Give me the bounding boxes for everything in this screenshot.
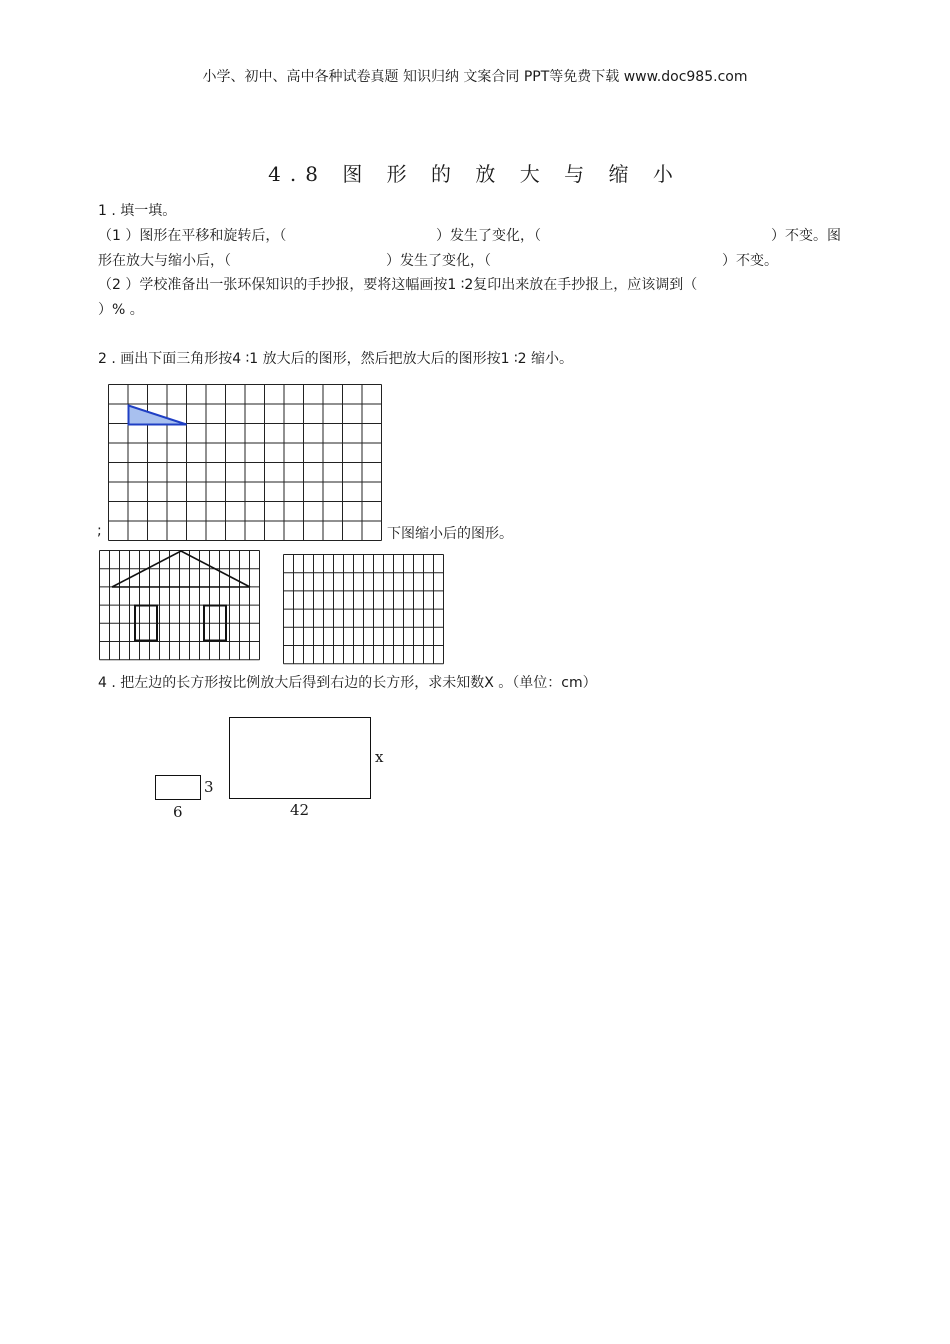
q1-line4: ）% 。 [98,302,144,318]
small-rectangle [155,775,201,800]
q4-text: 4 . 把左边的长方形按比例放大后得到右边的长方形，求未知数X 。（单位：cm） [98,675,597,691]
page-header: 小学、初中、高中各种试卷真题 知识归纳 文案合同 PPT等免费下载 www.doc985.com [202,69,748,85]
q2-text: 2 . 画出下面三角形按4 ∶1 放大后的图形，然后把放大后的图形按1 ∶2 缩小。 [98,351,573,367]
q1-line1-part-a: （1 ）图形在平移和旋转后，（ [98,228,287,244]
small-height-label: 3 [204,778,214,796]
q3-prefix: ; [97,523,102,539]
q1-line2-part-c: ）不变。 [722,253,778,269]
blue-triangle [129,406,187,425]
large-width-label: 42 [290,801,310,819]
q1-line1-part-c: ）不变。图 [771,228,841,244]
q2-triangle-grid [108,384,384,544]
q3-text: 下图缩小后的图形。 [387,526,513,542]
q1-heading: 1 . 填一填。 [98,203,177,219]
q1-line1-part-b: ）发生了变化，（ [436,228,541,244]
large-height-label: x [375,748,384,766]
q1-line2-part-b: ）发生了变化，（ [386,253,491,269]
empty-answer-grid [283,554,445,666]
page-title: 4.8 图 形 的 放 大 与 缩 小 [268,162,682,186]
small-width-label: 6 [173,803,183,821]
q1-line2-part-a: 形在放大与缩小后，（ [98,253,231,269]
large-rectangle [229,717,371,799]
q1-line3: （2 ）学校准备出一张环保知识的手抄报，要将这幅画按1 ∶2复印出来放在手抄报上，应该调到（ [98,277,698,293]
house-grid [99,550,263,662]
